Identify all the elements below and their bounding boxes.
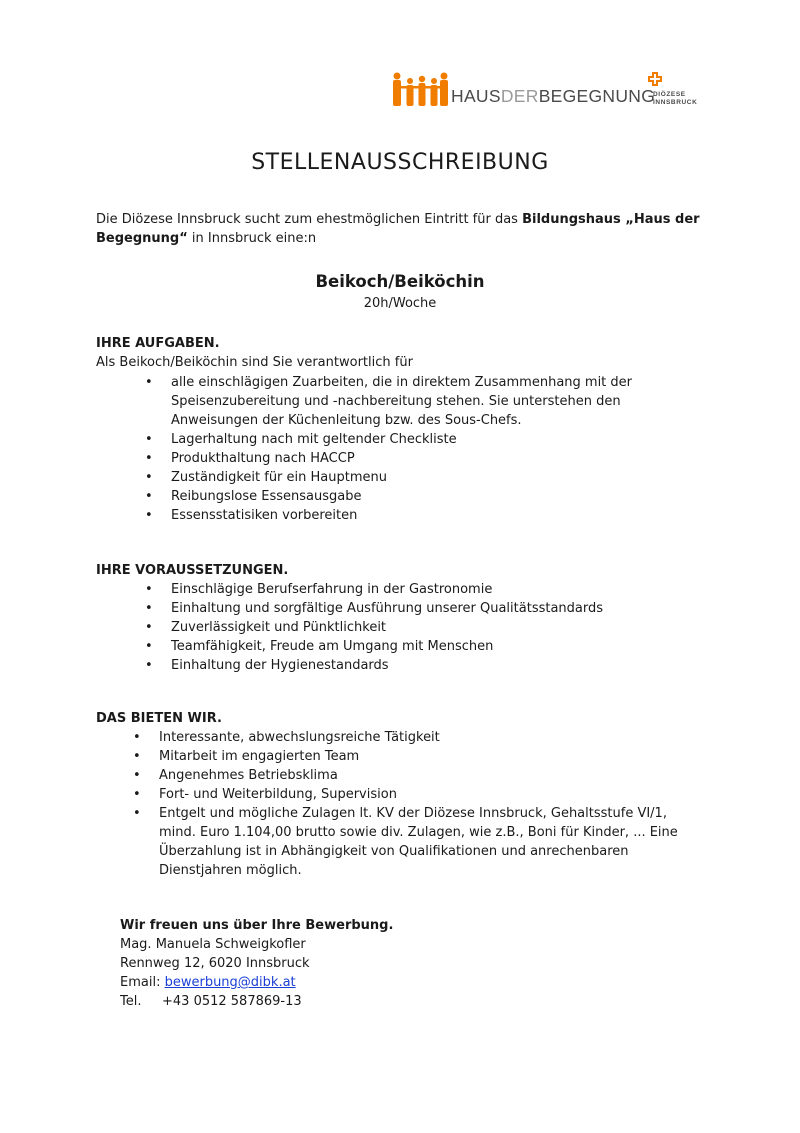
intro-text-before: Die Diözese Innsbruck sucht zum ehestmöglichen Eintritt für das	[96, 212, 523, 227]
offer-heading: DAS BIETEN WIR.	[96, 711, 222, 726]
list-item-text: Reibungslose Essensausgabe	[171, 489, 362, 504]
list-item-text: Produkthaltung nach HACCP	[171, 451, 355, 466]
list-item	[145, 599, 645, 618]
diocese-cross-icon	[647, 72, 663, 90]
tasks-lead: Als Beikoch/Beiköchin sind Sie verantwortlich für	[96, 355, 413, 370]
list-item-text: Essensstatisiken vorbereiten	[171, 508, 358, 523]
list-item-text: Einhaltung und sorgfältige Ausführung unserer Qualitätsstandards	[171, 601, 604, 616]
list-item	[133, 766, 693, 785]
intro-bold-text: Bildungshaus „Haus der Begegnung“	[96, 212, 700, 246]
list-item	[145, 373, 645, 430]
list-item-text: Mitarbeit im engagierten Team	[159, 749, 360, 764]
list-item	[145, 637, 645, 656]
list-item-text: Entgelt und mögliche Zulagen lt. KV der Diözese Innsbruck, Gehaltsstufe VI/1, mind. Euro 1.104,00 brutto sowie div. Zulagen, wie z.B., Boni für Kinder, ... Eine Überzahlung ist in Abhängigkeit von Qualifikationen und anrechenbaren Dienstjahren möglich.	[159, 806, 678, 878]
tel-label: Tel.	[120, 994, 142, 1009]
intro-paragraph	[96, 210, 716, 248]
list-item	[145, 487, 645, 506]
list-item	[145, 506, 645, 525]
list-item	[145, 618, 645, 637]
list-item	[145, 430, 645, 449]
list-item-text: Einschlägige Berufserfahrung in der Gastronomie	[171, 582, 493, 597]
bullet-icon: •	[145, 375, 153, 390]
list-item-text: Fort- und Weiterbildung, Supervision	[159, 787, 397, 802]
list-item	[145, 449, 645, 468]
job-hours: 20h/Woche	[363, 296, 437, 311]
bullet-icon: •	[133, 768, 141, 783]
bullet-icon: •	[133, 806, 141, 821]
list-item	[133, 785, 693, 804]
list-item	[133, 747, 693, 766]
offer-list	[133, 728, 693, 880]
bullet-icon: •	[145, 639, 153, 654]
list-item-text: Zuständigkeit für ein Hauptmenu	[171, 470, 387, 485]
bullet-icon: •	[145, 451, 153, 466]
bullet-icon: •	[145, 582, 153, 597]
list-item-text: alle einschlägigen Zuarbeiten, die in direktem Zusammenhang mit der Speisenzubereitung und -nachbereitung stehen. Sie unterstehen den Anweisungen der Küchenleitung bzw. des Sous-Chefs.	[171, 375, 633, 428]
tasks-list	[145, 373, 645, 525]
contact-address: Rennweg 12, 6020 Innsbruck	[120, 956, 310, 971]
list-item-text: Angenehmes Betriebsklima	[159, 768, 338, 783]
logo-wordmark	[451, 86, 655, 107]
logo-word-haus: HAUS	[451, 86, 501, 106]
page-title: STELLENAUSSCHREIBUNG	[251, 150, 549, 175]
list-item-text: Interessante, abwechslungsreiche Tätigkeit	[159, 730, 440, 745]
diocese-line2: INNSBRUCK	[653, 98, 698, 106]
contact-heading: Wir freuen uns über Ihre Bewerbung.	[120, 918, 394, 933]
bullet-icon: •	[145, 432, 153, 447]
list-item-text: Teamfähigkeit, Freude am Umgang mit Menschen	[171, 639, 494, 654]
bullet-icon: •	[145, 620, 153, 635]
contact-email-line	[120, 973, 393, 992]
people-figures-icon	[391, 72, 449, 106]
logo-diocese-text	[653, 91, 697, 106]
requirements-heading: IHRE VORAUSSETZUNGEN.	[96, 563, 289, 578]
email-label: Email:	[120, 975, 165, 990]
bullet-icon: •	[133, 749, 141, 764]
diocese-line1: DIÖZESE	[653, 91, 686, 98]
list-item	[145, 468, 645, 487]
requirements-list	[145, 580, 645, 675]
email-link[interactable]: bewerbung@dibk.at	[164, 975, 296, 990]
haus-der-begegnung-logo	[391, 68, 701, 108]
logo-word-der: DER	[500, 86, 539, 106]
bullet-icon: •	[145, 601, 153, 616]
contact-block	[120, 916, 393, 1011]
bullet-icon: •	[133, 787, 141, 802]
contact-tel-line	[120, 992, 393, 1011]
bullet-icon: •	[145, 489, 153, 504]
tel-number: +43 0512 587869-13	[162, 994, 302, 1009]
list-item	[145, 656, 645, 675]
list-item	[133, 804, 693, 880]
tasks-heading: IHRE AUFGABEN.	[96, 336, 220, 351]
list-item-text: Einhaltung der Hygienestandards	[171, 658, 389, 673]
job-title: Beikoch/Beiköchin	[315, 272, 485, 291]
bullet-icon: •	[145, 658, 153, 673]
list-item	[133, 728, 693, 747]
intro-text-after: in Innsbruck eine:n	[187, 231, 317, 246]
list-item-text: Lagerhaltung nach mit geltender Checkliste	[171, 432, 457, 447]
contact-name: Mag. Manuela Schweigkofler	[120, 937, 306, 952]
list-item	[145, 580, 645, 599]
logo-word-begegnung: BEGEGNUNG	[538, 86, 656, 106]
bullet-icon: •	[145, 508, 153, 523]
bullet-icon: •	[145, 470, 153, 485]
list-item-text: Zuverlässigkeit und Pünktlichkeit	[171, 620, 387, 635]
bullet-icon: •	[133, 730, 141, 745]
